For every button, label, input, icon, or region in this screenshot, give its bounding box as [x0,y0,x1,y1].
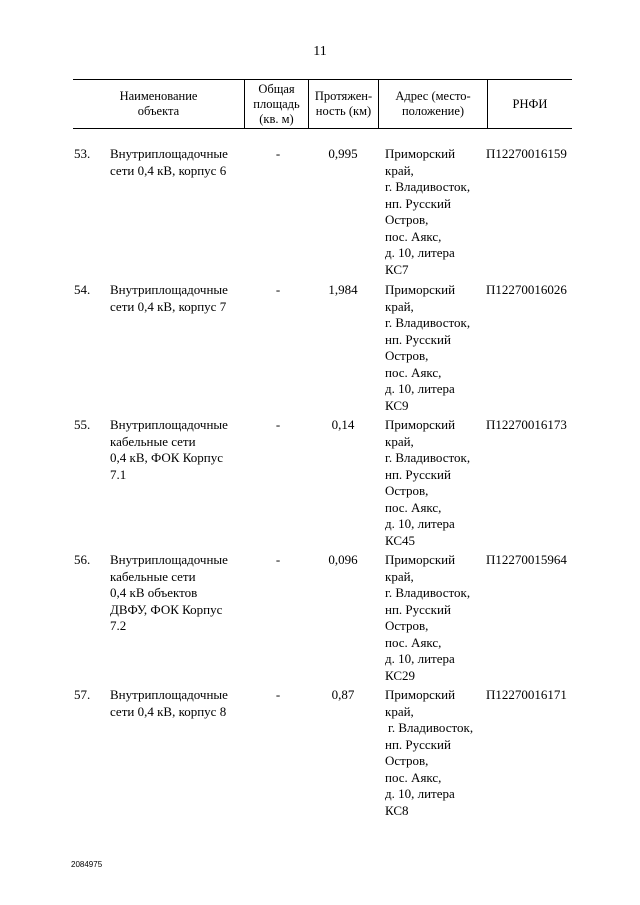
object-name-line: сети 0,4 кВ, корпус 7 [110,298,227,314]
length-km: 0,096 [328,552,358,567]
address-line: пос. Аякс, [385,499,442,515]
object-name-line: сети 0,4 кВ, корпус 8 [110,703,227,719]
object-name-line: 7.2 [110,618,127,633]
address-line: нп. Русский [385,601,451,617]
object-name-line: кабельные сети [110,433,196,449]
total-area: - [275,417,281,432]
object-name-line: ДВФУ, ФОК Корпус [110,601,223,617]
address-line: Приморский [385,417,456,432]
address-line: КС45 [385,532,416,548]
address-line: КС29 [385,667,416,683]
total-area: - [275,146,281,161]
row-number: 53. [74,146,91,161]
header-name-line: объекта [137,104,180,118]
object-name-line: Внутриплощадочные [110,146,228,161]
address [385,282,485,414]
address-line: пос. Аякс, [385,634,442,650]
header-address-line: Адрес (место- [395,89,471,103]
object-name [110,417,245,483]
total-area: - [275,687,281,702]
object-name-line: 7.1 [110,466,127,482]
total-area: - [275,282,281,297]
address-line: г. Владивосток, [385,450,471,465]
address [385,146,485,278]
rnfi-code: П12270016173 [486,417,567,432]
length-km: 0,995 [328,146,358,161]
header-address [379,79,487,129]
address-line: д. 10, литера [385,381,455,396]
address-line: пос. Аякс, [385,228,442,244]
address-line: г. Владивосток, [385,315,471,330]
header-name [73,79,244,129]
rnfi-code: П12270015964 [486,552,567,567]
header-rnfi [488,79,572,129]
address [385,417,485,549]
rnfi-code: П12270016171 [486,687,567,702]
row-number: 56. [74,552,91,567]
rnfi-code: П12270016026 [486,282,567,297]
address-line: край, [385,568,414,584]
address [385,552,485,684]
header-address-line: положение) [401,104,465,118]
address-line: край, [385,162,414,178]
address-line: Приморский [385,687,456,702]
length-km: 0,87 [331,687,355,702]
document-id: 2084975 [71,860,103,869]
header-length-line: Протяжен- [314,89,373,103]
rnfi-code: П12270016159 [486,146,567,161]
header-area [245,79,308,129]
address-line: КС8 [385,802,409,818]
address-line: край, [385,703,414,719]
address-line: край, [385,298,414,314]
object-name-line: Внутриплощадочные [110,417,228,432]
address-line: пос. Аякс, [385,364,442,380]
address-line: Остров, [385,618,429,633]
address-line: г. Владивосток, [385,179,471,194]
object-name-line: 0,4 кВ, ФОК Корпус [110,450,223,465]
address-line: нп. Русский [385,466,451,482]
address-line: г. Владивосток, [388,720,474,735]
address-line: Приморский [385,552,456,567]
address-line: нп. Русский [385,195,451,211]
address-line: Приморский [385,282,456,297]
address-line: д. 10, литера [385,245,455,260]
address-line: пос. Аякс, [385,769,442,785]
object-name-line: Внутриплощадочные [110,282,228,297]
object-name [110,146,245,179]
object-name-line: Внутриплощадочные [110,687,228,702]
header-name-line: Наименование [119,89,198,103]
header-length-line: ность (км) [315,104,372,118]
object-name-line: Внутриплощадочные [110,552,228,567]
address-line: Остров, [385,483,429,498]
header-area-line: (кв. м) [259,111,294,126]
header-length [309,79,378,129]
address-line: д. 10, литера [385,651,455,666]
address-line: нп. Русский [385,331,451,347]
address-line: Остров, [385,212,429,227]
address-line: край, [385,433,414,449]
object-name-line: 0,4 кВ объектов [110,585,198,600]
total-area: - [275,552,281,567]
address-line: нп. Русский [385,736,451,752]
address-line: Остров, [385,348,429,363]
address-line: Приморский [385,146,456,161]
header-area-line: площадь [253,96,300,111]
address-line: д. 10, литера [385,516,455,531]
row-number: 55. [74,417,91,432]
address-line: г. Владивосток, [385,585,471,600]
row-number: 54. [74,282,91,297]
object-name [110,552,245,635]
address-line: Остров, [385,753,429,768]
header-rnfi-line: РНФИ [512,96,548,111]
header-area-line: Общая [258,81,295,96]
object-name-line: сети 0,4 кВ, корпус 6 [110,162,227,178]
address-line: КС9 [385,397,409,413]
length-km: 0,14 [331,417,355,432]
address-line: д. 10, литера [385,786,455,801]
address [385,687,485,819]
object-name [110,282,245,315]
page-number: 11 [313,44,327,59]
address-line: КС7 [385,261,409,277]
row-number: 57. [74,687,91,702]
length-km: 1,984 [328,282,358,297]
object-name [110,687,245,720]
object-name-line: кабельные сети [110,568,196,584]
